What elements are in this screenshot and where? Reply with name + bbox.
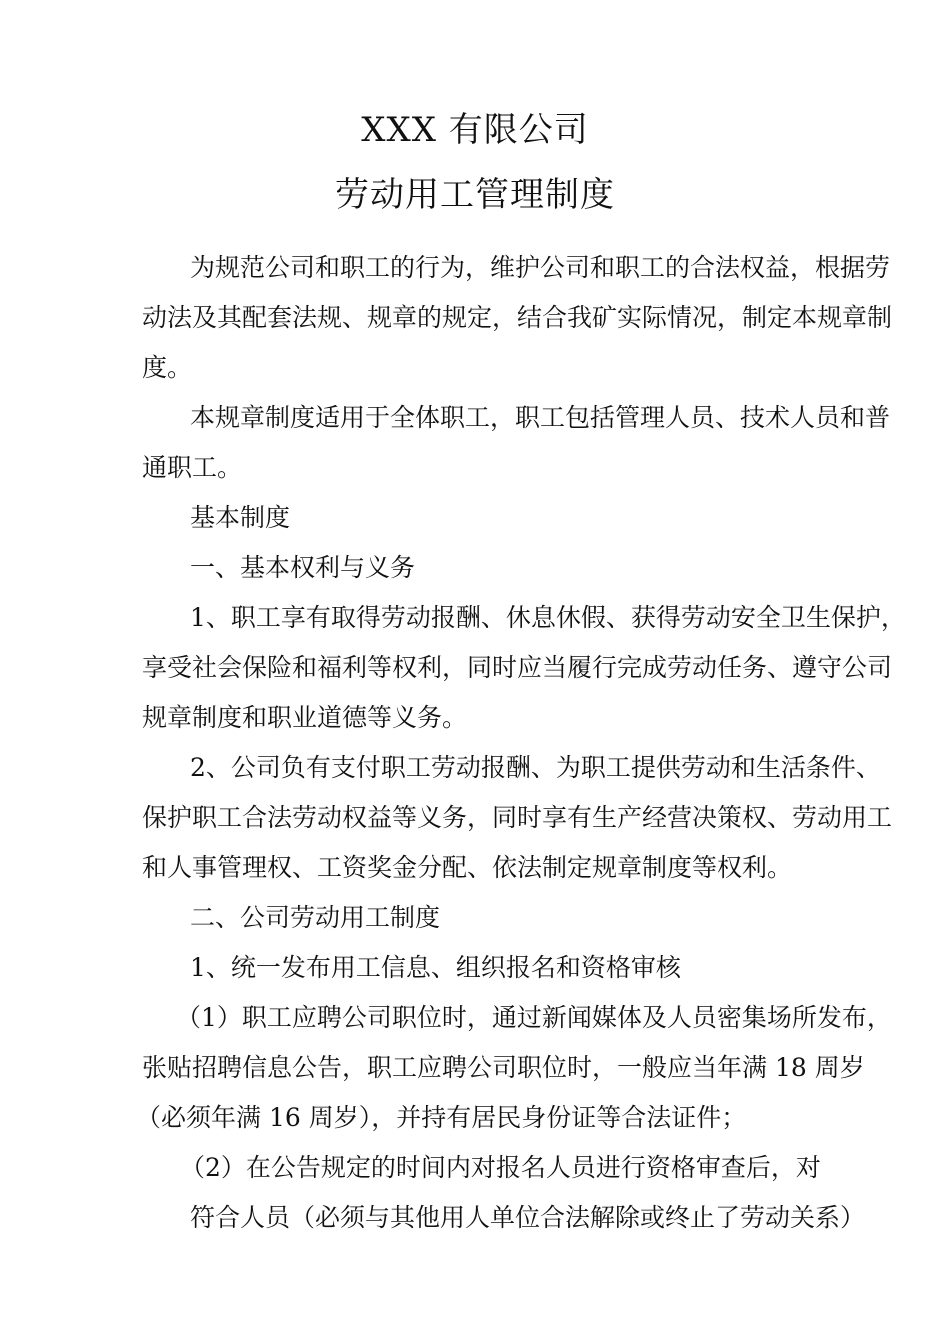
paragraph-line: 规章制度和职业道德等义务。 [142, 703, 468, 732]
paragraph-line: 本规章制度适用于全体职工，职工包括管理人员、技术人员和普 [190, 403, 891, 432]
paragraph-line: 1、职工享有取得劳动报酬、休息休假、获得劳动安全卫生保护， [190, 603, 906, 632]
company-name: XXX 有限公司 [361, 110, 589, 150]
paragraph-line: 2、公司负有支付职工劳动报酬、为职工提供劳动和生活条件、 [190, 753, 881, 782]
section-heading: 基本制度 [190, 503, 291, 532]
paragraph-line: （必须年满 16 周岁），并持有居民身份证等合法证件； [136, 1103, 747, 1132]
section-heading: 一、基本权利与义务 [190, 553, 416, 582]
subsection-heading: 1、统一发布用工信息、组织报名和资格审核 [190, 953, 681, 982]
paragraph-line: 保护职工合法劳动权益等义务，同时享有生产经营决策权、劳动用工 [142, 803, 893, 832]
paragraph-line: 享受社会保险和福利等权利，同时应当履行完成劳动任务、遵守公司 [142, 653, 893, 682]
paragraph-line: 符合人员（必须与其他用人单位合法解除或终止了劳动关系） [190, 1203, 866, 1232]
paragraph-line: 动法及其配套法规、规章的规定，结合我矿实际情况，制定本规章制 [142, 303, 893, 332]
document-title: 劳动用工管理制度 [335, 175, 615, 215]
section-heading: 二、公司劳动用工制度 [190, 903, 441, 932]
paragraph-line: （1）职工应聘公司职位时，通过新闻媒体及人员密集场所发布， [176, 1003, 892, 1032]
paragraph-line: 度。 [142, 353, 193, 382]
paragraph-line: 和人事管理权、工资奖金分配、依法制定规章制度等权利。 [142, 853, 793, 882]
paragraph-line: 张贴招聘信息公告，职工应聘公司职位时，一般应当年满 18 周岁 [142, 1053, 865, 1082]
paragraph-line: （2）在公告规定的时间内对报名人员进行资格审查后，对 [180, 1153, 821, 1182]
paragraph-line: 通职工。 [142, 453, 243, 482]
paragraph-line: 为规范公司和职工的行为，维护公司和职工的合法权益，根据劳 [190, 253, 891, 282]
